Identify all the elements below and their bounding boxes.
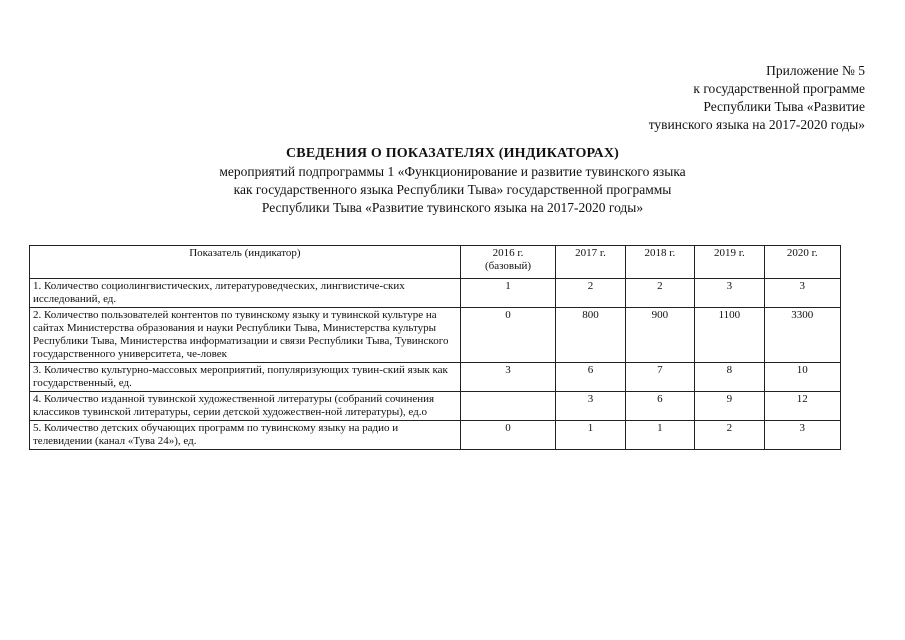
value-2017: 6 <box>556 363 625 392</box>
value-2017: 2 <box>556 279 625 308</box>
value-2020: 3 <box>764 279 840 308</box>
indicator-name: 1. Количество социолингвистических, литературоведческих, лингвистиче-ских исследований, ед. <box>30 279 461 308</box>
table-row <box>30 279 841 308</box>
document-subtitle-line-1: мероприятий подпрограммы 1 «Функционирование и развитие тувинского языка <box>219 164 686 179</box>
appendix-line-4: тувинского языка на 2017-2020 годы» <box>648 117 865 132</box>
table-row <box>30 421 841 450</box>
value-2020: 10 <box>764 363 840 392</box>
appendix-line-2: к государственной программе <box>693 81 865 96</box>
value-2020: 3 <box>764 421 840 450</box>
value-2019: 8 <box>695 363 764 392</box>
value-2018: 7 <box>625 363 694 392</box>
value-2016: 0 <box>460 308 555 363</box>
value-2016: 1 <box>460 279 555 308</box>
header-indicator: Показатель (индикатор) <box>30 246 461 279</box>
indicators-table <box>29 245 841 450</box>
value-2019: 9 <box>695 392 764 421</box>
appendix-line-1: Приложение № 5 <box>766 63 865 78</box>
indicator-name: 3. Количество культурно-массовых мероприятий, популяризующих тувин-ский язык как государственный, ед. <box>30 363 461 392</box>
value-2019: 2 <box>695 421 764 450</box>
header-2016-year: 2016 г. <box>492 247 524 259</box>
document-subtitle-line-2: как государственного языка Республики Тыва» государственной программы <box>233 182 672 197</box>
document-title: СВЕДЕНИЯ О ПОКАЗАТЕЛЯХ (ИНДИКАТОРАХ) <box>285 146 620 161</box>
header-2019: 2019 г. <box>695 246 764 279</box>
value-2016: 3 <box>460 363 555 392</box>
document-subtitle-line-3: Республики Тыва «Развитие тувинского языка на 2017-2020 годы» <box>261 200 644 215</box>
value-2018: 1 <box>625 421 694 450</box>
indicator-name: 4. Количество изданной тувинской художественной литературы (собраний сочинения классиков тувинской литературы, серии детской художествен-ной литературы), ед.о <box>30 392 461 421</box>
appendix-line-3: Республики Тыва «Развитие <box>703 99 865 114</box>
header-2017: 2017 г. <box>556 246 625 279</box>
table-row <box>30 363 841 392</box>
value-2018: 900 <box>625 308 694 363</box>
header-2020: 2020 г. <box>764 246 840 279</box>
header-2016-note: (базовый) <box>484 260 532 272</box>
document-heading <box>0 145 905 217</box>
header-2018: 2018 г. <box>625 246 694 279</box>
indicator-name: 5. Количество детских обучающих программ по тувинскому языку на радио и телевидении (канал «Тува 24»), ед. <box>30 421 461 450</box>
value-2020: 3300 <box>764 308 840 363</box>
value-2016: 0 <box>460 421 555 450</box>
table-header-row <box>30 246 841 279</box>
value-2019: 3 <box>695 279 764 308</box>
value-2018: 2 <box>625 279 694 308</box>
value-2017: 1 <box>556 421 625 450</box>
value-2019: 1100 <box>695 308 764 363</box>
value-2018: 6 <box>625 392 694 421</box>
value-2017: 800 <box>556 308 625 363</box>
value-2020: 12 <box>764 392 840 421</box>
value-2017: 3 <box>556 392 625 421</box>
appendix-note <box>535 62 865 134</box>
table-row <box>30 308 841 363</box>
value-2016 <box>460 392 555 421</box>
header-2016 <box>460 246 555 279</box>
indicator-name: 2. Количество пользователей контентов по тувинскому языку и тувинской культуре на сайтах Министерства образования и науки Республики Тыва, Министерства культуры Республики Тыва, Министерства информатизации и связи Республики Тыва, Тувинского государственного университета, че-ловек <box>30 308 461 363</box>
table-row <box>30 392 841 421</box>
